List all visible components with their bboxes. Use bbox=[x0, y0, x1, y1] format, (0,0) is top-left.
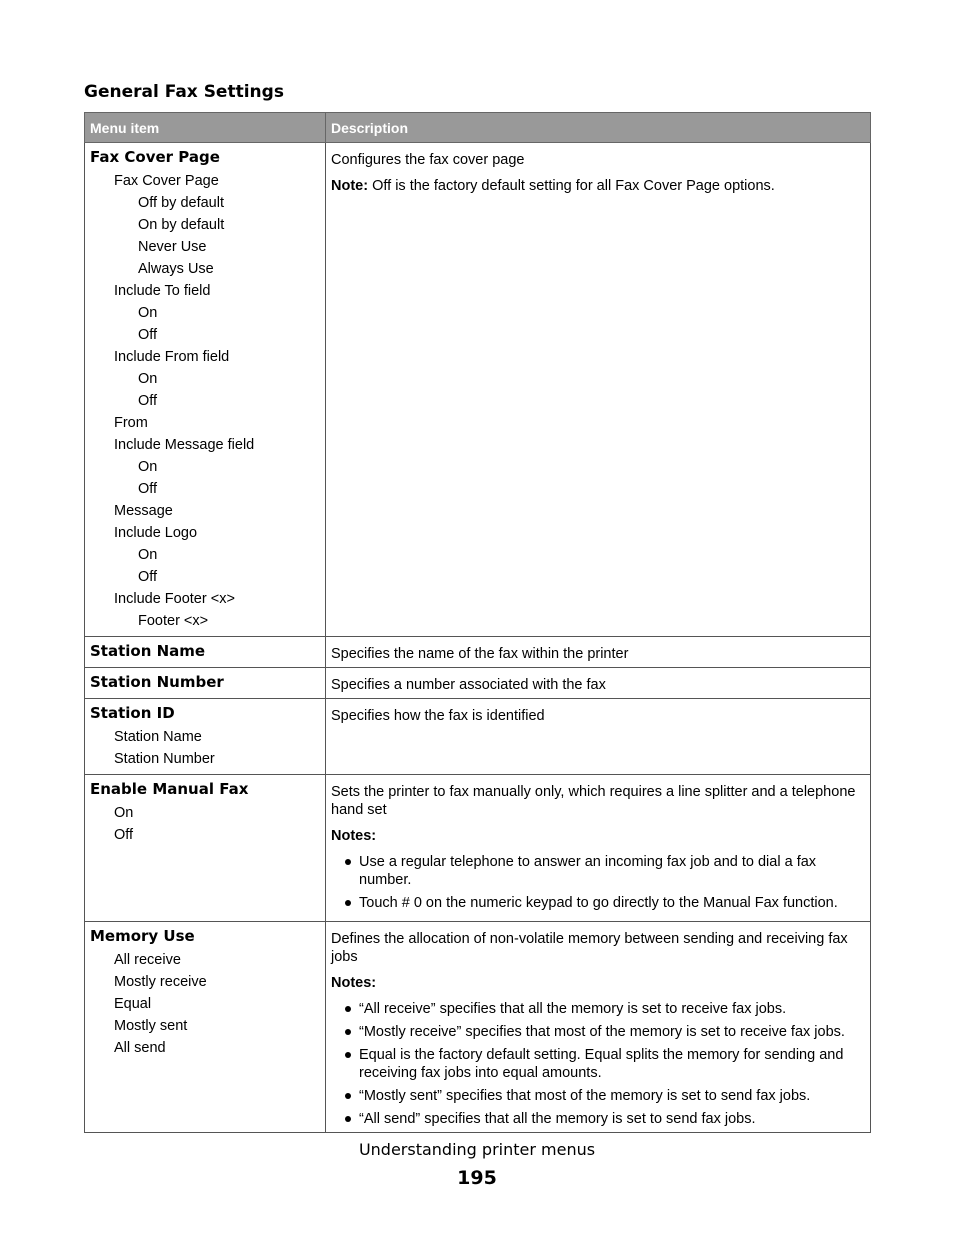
note-item: Equal is the factory default setting. Equal splits the memory for sending and receiving fax jobs into equal amounts. bbox=[331, 1046, 866, 1082]
submenu-item: Mostly receive bbox=[114, 974, 207, 990]
note-label: Note: bbox=[331, 178, 369, 194]
submenu-item: Include To field bbox=[114, 283, 211, 299]
table-row bbox=[85, 699, 871, 775]
menu-item-cell bbox=[85, 668, 326, 699]
description-text: Defines the allocation of non-volatile memory between sending and receiving fax jobs bbox=[331, 931, 848, 965]
submenu-option: Off bbox=[138, 569, 158, 585]
submenu-item: On bbox=[114, 805, 134, 821]
submenu-item: Equal bbox=[114, 996, 152, 1012]
submenu-item: From bbox=[114, 415, 148, 431]
notes-label: Notes: bbox=[331, 975, 377, 991]
menu-item-cell bbox=[85, 143, 326, 637]
table-row bbox=[85, 922, 871, 1133]
submenu-option: Off by default bbox=[138, 195, 224, 211]
submenu-item: Include Footer <x> bbox=[114, 591, 235, 607]
menu-item-cell bbox=[85, 775, 326, 922]
table-row bbox=[85, 668, 871, 699]
table-row bbox=[85, 775, 871, 922]
submenu-option: Off bbox=[138, 393, 158, 409]
submenu-item: All send bbox=[114, 1040, 166, 1056]
description-text: Specifies a number associated with the fax bbox=[331, 677, 606, 693]
column-header-menu-item: Menu item bbox=[85, 113, 326, 143]
note-text: Off is the factory default setting for all Fax Cover Page options. bbox=[368, 178, 775, 194]
section-title: General Fax Settings bbox=[84, 82, 284, 102]
submenu-option: On bbox=[138, 371, 158, 387]
submenu-item: Station Number bbox=[114, 751, 215, 767]
description-text: Sets the printer to fax manually only, which requires a line splitter and a telephone hand set bbox=[331, 784, 856, 818]
submenu-item: Station Name bbox=[114, 729, 202, 745]
menu-item-cell bbox=[85, 699, 326, 775]
submenu-option: Never Use bbox=[138, 239, 207, 255]
submenu-item: Mostly sent bbox=[114, 1018, 188, 1034]
menu-item-name: Fax Cover Page bbox=[90, 148, 220, 166]
menu-item-cell bbox=[85, 637, 326, 668]
submenu-item: All receive bbox=[114, 952, 181, 968]
description-text: Configures the fax cover page bbox=[331, 152, 525, 168]
note-item: “Mostly sent” specifies that most of the memory is set to send fax jobs. bbox=[331, 1087, 866, 1105]
note-item: Touch # 0 on the numeric keypad to go directly to the Manual Fax function. bbox=[331, 894, 866, 912]
table-row bbox=[85, 637, 871, 668]
submenu-item: Off bbox=[114, 827, 134, 843]
menu-item-name: Station Name bbox=[90, 642, 206, 660]
menu-table bbox=[84, 112, 871, 1133]
submenu-option: On bbox=[138, 305, 158, 321]
submenu-option: Off bbox=[138, 481, 158, 497]
table-row bbox=[85, 143, 871, 637]
page-number: 195 bbox=[457, 1167, 497, 1189]
menu-item-cell bbox=[85, 922, 326, 1133]
description-cell bbox=[326, 668, 871, 699]
submenu-option: Off bbox=[138, 327, 158, 343]
description-cell bbox=[326, 699, 871, 775]
submenu-option: Footer <x> bbox=[138, 613, 209, 629]
note-item: “All receive” specifies that all the memory is set to receive fax jobs. bbox=[331, 1000, 866, 1018]
notes-label: Notes: bbox=[331, 828, 377, 844]
note-item: “All send” specifies that all the memory is set to send fax jobs. bbox=[331, 1110, 866, 1128]
submenu-item: Fax Cover Page bbox=[114, 173, 219, 189]
column-header-description: Description bbox=[326, 113, 871, 143]
table-header-row bbox=[85, 113, 871, 143]
footer-chapter-title: Understanding printer menus bbox=[358, 1140, 596, 1159]
submenu-option: On bbox=[138, 547, 158, 563]
description-cell bbox=[326, 143, 871, 637]
description-text: Specifies the name of the fax within the printer bbox=[331, 646, 629, 662]
note-item: “Mostly receive” specifies that most of the memory is set to receive fax jobs. bbox=[331, 1023, 866, 1041]
description-note bbox=[331, 177, 866, 195]
note-item: Use a regular telephone to answer an incoming fax job and to dial a fax number. bbox=[331, 853, 866, 889]
submenu-option: On bbox=[138, 459, 158, 475]
submenu-item: Include Message field bbox=[114, 437, 255, 453]
description-cell bbox=[326, 922, 871, 1133]
menu-item-name: Station Number bbox=[90, 673, 224, 691]
submenu-item: Message bbox=[114, 503, 173, 519]
menu-item-name: Memory Use bbox=[90, 927, 195, 945]
submenu-option: Always Use bbox=[138, 261, 214, 277]
notes-list bbox=[331, 1000, 866, 1128]
description-text: Specifies how the fax is identified bbox=[331, 708, 545, 724]
description-cell bbox=[326, 775, 871, 922]
description-cell bbox=[326, 637, 871, 668]
submenu-item: Include Logo bbox=[114, 525, 198, 541]
menu-item-name: Enable Manual Fax bbox=[90, 780, 249, 798]
submenu-option: On by default bbox=[138, 217, 225, 233]
notes-list bbox=[331, 853, 866, 912]
menu-item-name: Station ID bbox=[90, 704, 175, 722]
submenu-item: Include From field bbox=[114, 349, 230, 365]
